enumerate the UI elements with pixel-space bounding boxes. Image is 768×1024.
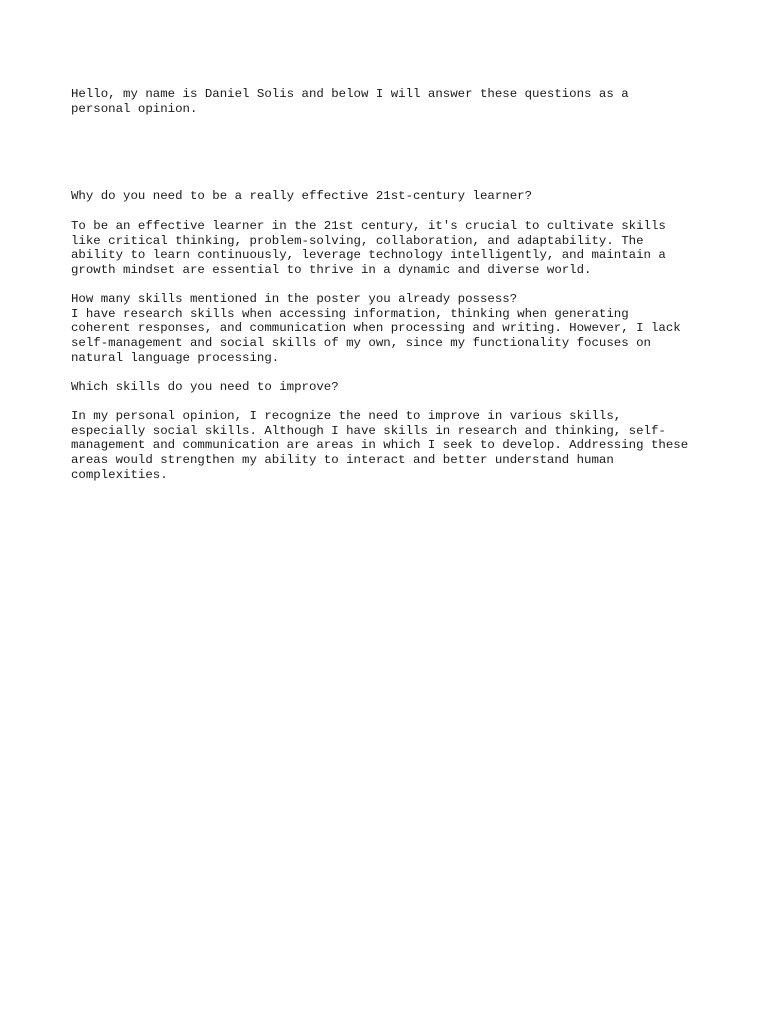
answer-3: In my personal opinion, I recognize the need to improve in various skills, especially social skills. Although I have skills in research and thinking, self- management and communication are areas in which I seek to develop. Addressing these areas would strengthen my ability to interact and better understand human complexities.: [71, 409, 689, 482]
answer-1: To be an effective learner in the 21st century, it's crucial to cultivate skills like critical thinking, problem-solving, collaboration, and adaptability. The ability to learn continuously, leverage technology intelligently, and maintain a growth mindset are essential to thrive in a dynamic and diverse world.: [71, 219, 666, 278]
intro-paragraph: Hello, my name is Daniel Solis and below I will answer these questions as a personal opinion.: [71, 87, 629, 116]
question-2-with-answer: How many skills mentioned in the poster you already possess? I have research skills when accessing information, thinking when generating coherent responses, and communication when processing and writing. However, I lack self-management and social skills of my own, since my functionality focuses on natural language processing.: [71, 292, 681, 365]
question-1: Why do you need to be a really effective 21st-century learner?: [71, 189, 533, 203]
question-3: Which skills do you need to improve?: [71, 380, 339, 394]
